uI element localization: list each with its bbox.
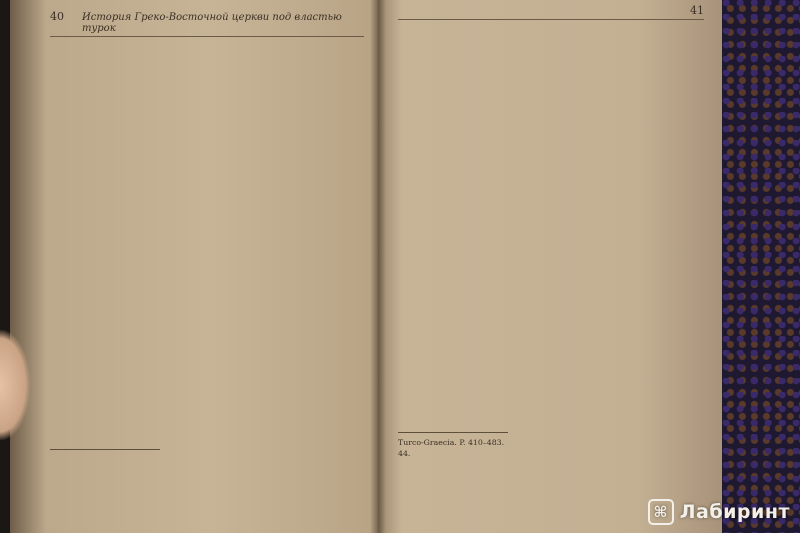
watermark: [648, 499, 790, 525]
left-running-title: История Греко-Восточной церкви под властью турок: [82, 12, 342, 34]
left-body-text: [50, 43, 364, 443]
thumb: [0, 330, 30, 440]
right-page-number: 41: [690, 4, 704, 17]
footnote: 44.: [398, 449, 411, 458]
left-page-number: 40: [50, 10, 64, 23]
right-footnote-rule: [398, 432, 508, 433]
right-page: [378, 0, 722, 533]
left-running-head: [50, 10, 364, 37]
watermark-text: Лабиринт: [679, 501, 790, 523]
labirint-logo-icon: ⌘: [648, 499, 674, 525]
left-page: [10, 0, 378, 533]
right-running-head: [398, 4, 704, 20]
right-body-text: [398, 26, 704, 426]
background-fabric: [722, 0, 800, 533]
left-footnote-rule: [50, 449, 160, 450]
book-gutter: [370, 0, 386, 533]
right-footnotes: [398, 437, 704, 459]
footnote: Turco-Graecia. P. 410–483.: [398, 438, 505, 447]
